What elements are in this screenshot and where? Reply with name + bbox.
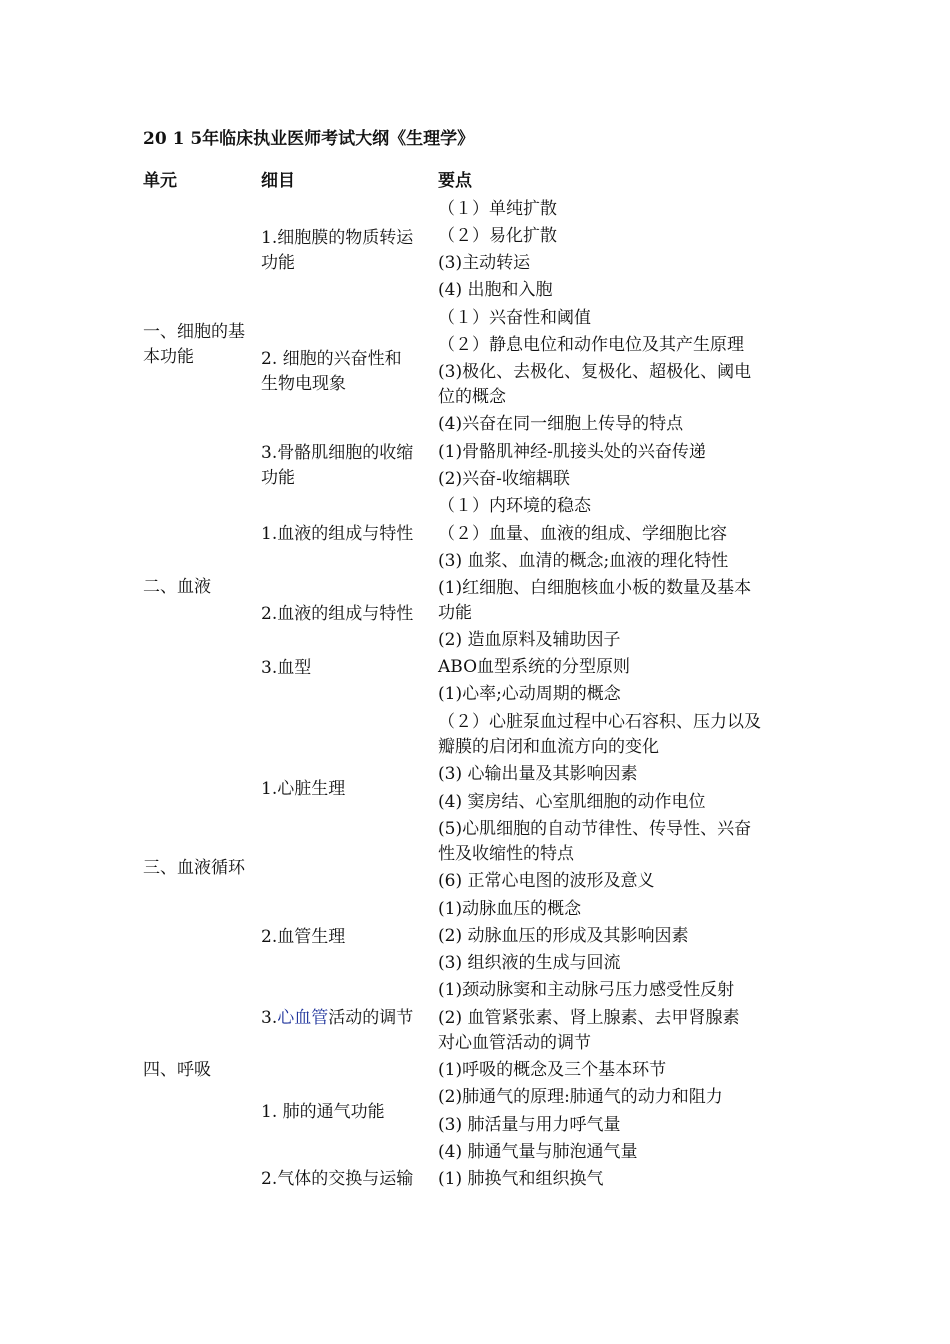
point-line: (1)心率;心动周期的概念 xyxy=(438,684,621,704)
point-line: （２）血量、血液的组成、学细胞比容 xyxy=(438,524,727,544)
item-blood-composition-2: 2.血液的组成与特性 xyxy=(261,604,414,624)
point-line: (5)心肌细胞的自动节律性、传导性、兴奋 xyxy=(438,819,752,839)
item-vascular-physiology: 2.血管生理 xyxy=(261,927,346,947)
point-line: （１）内环境的稳态 xyxy=(438,496,591,516)
point-line: （２）静息电位和动作电位及其产生原理 xyxy=(438,335,744,355)
item-membrane-transport-line1: 1.细胞膜的物质转运 xyxy=(261,228,414,248)
point-line: (4) 肺通气量与肺泡通气量 xyxy=(438,1142,638,1162)
item-gas-exchange: 2.气体的交换与运输 xyxy=(261,1169,414,1189)
item-skeletal-muscle-line1: 3.骨骼肌细胞的收缩 xyxy=(261,443,414,463)
item-regulation-suffix: 活动的调节 xyxy=(328,1008,414,1028)
point-line: （１）兴奋性和阈值 xyxy=(438,308,591,328)
point-line: (3)极化、去极化、复极化、超极化、阈电 xyxy=(438,362,752,382)
point-line: (2)肺通气的原理:肺通气的动力和阻力 xyxy=(438,1087,723,1107)
item-heart-physiology: 1.心脏生理 xyxy=(261,779,346,799)
point-line: (3) 血浆、血清的概念;血液的理化特性 xyxy=(438,551,729,571)
point-line: (2) 动脉血压的形成及其影响因素 xyxy=(438,926,689,946)
point-line: （１）单纯扩散 xyxy=(438,199,557,219)
point-line: (2) 造血原料及辅助因子 xyxy=(438,630,621,650)
header-unit: 单元 xyxy=(143,171,177,191)
header-item: 细目 xyxy=(261,171,295,191)
point-line: (3) 肺活量与用力呼气量 xyxy=(438,1115,621,1135)
point-line: (4) 出胞和入胞 xyxy=(438,280,553,300)
point-line: (3) 组织液的生成与回流 xyxy=(438,953,621,973)
point-line: (4)兴奋在同一细胞上传导的特点 xyxy=(438,414,684,434)
point-line: (4) 窦房结、心室肌细胞的动作电位 xyxy=(438,792,706,812)
point-line: ABO血型系统的分型原则 xyxy=(438,657,631,677)
unit-blood: 二、血液 xyxy=(143,577,211,597)
point-line: (3)主动转运 xyxy=(438,253,531,273)
point-line: （２）心脏泵血过程中心石容积、压力以及 xyxy=(438,712,761,732)
point-line: (1)呼吸的概念及三个基本环节 xyxy=(438,1060,667,1080)
header-point: 要点 xyxy=(438,171,472,191)
page-title: 20 1 5年临床执业医师考试大纲《生理学》 xyxy=(143,129,475,149)
point-line: (1)动脉血压的概念 xyxy=(438,899,582,919)
point-line: 位的概念 xyxy=(438,387,506,407)
unit-circulation: 三、血液循环 xyxy=(143,858,245,878)
item-excitability-line1: 2. 细胞的兴奋性和 xyxy=(261,349,402,369)
unit-respiration: 四、呼吸 xyxy=(143,1060,211,1080)
point-line: 瓣膜的启闭和血流方向的变化 xyxy=(438,737,659,757)
point-line: (1) 肺换气和组织换气 xyxy=(438,1169,604,1189)
point-line: (1)骨骼肌神经-肌接头处的兴奋传递 xyxy=(438,442,706,462)
point-line: (2)兴奋-收缩耦联 xyxy=(438,469,570,489)
point-line: (1)红细胞、白细胞核血小板的数量及基本 xyxy=(438,578,752,598)
item-blood-type: 3.血型 xyxy=(261,658,312,678)
point-line: (6) 正常心电图的波形及意义 xyxy=(438,871,655,891)
point-line: 对心血管活动的调节 xyxy=(438,1033,591,1053)
point-line: 性及收缩性的特点 xyxy=(438,844,574,864)
item-blood-composition-1: 1.血液的组成与特性 xyxy=(261,524,414,544)
point-line: （２）易化扩散 xyxy=(438,226,557,246)
cardiovascular-link[interactable]: 心血管 xyxy=(277,1008,329,1028)
item-excitability-line2: 生物电现象 xyxy=(261,374,346,394)
item-regulation-prefix: 3. xyxy=(261,1008,278,1028)
item-skeletal-muscle-line2: 功能 xyxy=(261,468,295,488)
item-pulmonary-ventilation: 1. 肺的通气功能 xyxy=(261,1102,385,1122)
point-line: (2) 血管紧张素、肾上腺素、去甲肾腺素 xyxy=(438,1008,740,1028)
point-line: (1)颈动脉窦和主动脉弓压力感受性反射 xyxy=(438,980,735,1000)
item-cardiovascular-regulation xyxy=(261,1005,413,1032)
unit-cell-function-line1: 一、细胞的基 xyxy=(143,322,245,342)
unit-cell-function-line2: 本功能 xyxy=(143,347,194,367)
point-line: 功能 xyxy=(438,603,472,623)
item-membrane-transport-line2: 功能 xyxy=(261,253,295,273)
point-line: (3) 心输出量及其影响因素 xyxy=(438,764,638,784)
